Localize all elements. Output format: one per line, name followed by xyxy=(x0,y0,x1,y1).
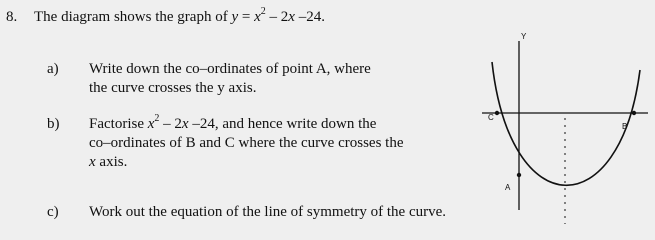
point-c-label: C xyxy=(488,113,494,122)
pb-tail: –24, and hence write down the xyxy=(188,116,377,132)
point-a-label: A xyxy=(505,183,511,192)
eq-minus-2: – 2 xyxy=(265,9,289,25)
point-b-marker xyxy=(632,111,636,115)
y-axis-label: Y xyxy=(521,32,527,41)
part-c-label: c) xyxy=(47,204,59,220)
part-b-line2: co–ordinates of B and C where the curve crosses the xyxy=(89,135,404,151)
question-number: 8. xyxy=(6,9,18,25)
part-c-line1: Work out the equation of the line of symmetry of the curve. xyxy=(89,204,447,220)
intro-text: The diagram shows the graph of xyxy=(34,9,228,25)
pb-line3-x: x xyxy=(89,154,96,170)
part-a-line1: Write down the co–ordinates of point A, where xyxy=(89,61,371,77)
part-b-label: b) xyxy=(47,116,60,132)
pb-line3-axis: axis. xyxy=(95,154,128,170)
eq-exponent: 2 xyxy=(260,6,266,17)
pb-x2: x xyxy=(181,116,189,132)
pb-minus-2: – 2 xyxy=(159,116,182,132)
eq-equals: = xyxy=(238,9,255,25)
parabola-curve xyxy=(492,62,640,185)
point-b-label: B xyxy=(622,122,628,131)
point-a-marker xyxy=(517,173,521,177)
eq-x: x xyxy=(254,9,261,25)
point-c-marker xyxy=(495,111,499,115)
eq-tail: –24. xyxy=(294,9,325,25)
pb-factorise: Factorise xyxy=(89,116,148,132)
eq-x2: x xyxy=(288,9,295,25)
pb-exponent: 2 xyxy=(154,113,160,124)
pb-x: x xyxy=(147,116,155,132)
eq-y: y xyxy=(231,9,239,25)
part-a-line2: the curve crosses the y axis. xyxy=(89,80,257,96)
part-a-label: a) xyxy=(47,61,59,77)
